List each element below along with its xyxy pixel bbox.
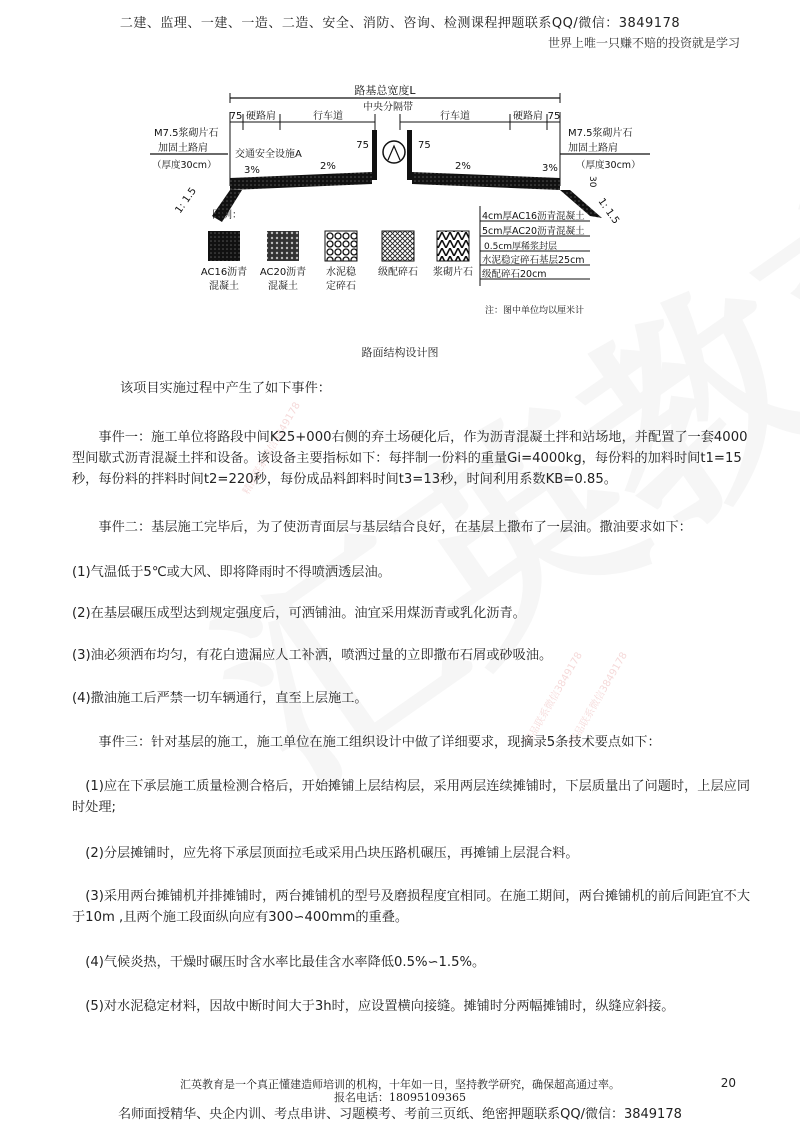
- safety-facility-label: 交通安全设施A: [235, 149, 302, 160]
- legend-label-1b: 混凝土: [209, 281, 239, 292]
- median-curb-left: [372, 130, 377, 180]
- slope-2pct-left: 2%: [320, 161, 336, 172]
- footer-contact: 名师面授精华、央企内训、考点串讲、习题模考、考前三页纸、绝密押题联系QQ/微信：3849178: [118, 1107, 682, 1122]
- legend-label-3b: 定碎石: [326, 281, 356, 292]
- carriageway-left: 行车道: [313, 111, 343, 122]
- legend-label-4: 级配碎石: [378, 267, 418, 278]
- legend-label-2b: 混凝土: [268, 281, 298, 292]
- dim-30-label: 30: [587, 176, 597, 188]
- event-3-item-4: (4)气候炎热，干燥时碾压时含水率比最佳含水率降低0.5%∽1.5%。: [85, 955, 486, 970]
- header-slogan: 世界上唯一只赚不赔的投资就是学习: [547, 36, 740, 50]
- right-shoulder-label-2: 加固土路肩: [568, 143, 618, 154]
- event-3-item-3: (3)采用两台摊铺机并排摊铺时，两台摊铺机的型号及磨损程度宜相同。在施工期间，两台摊铺机的前后间距宜不大于10m ,且两个施工段面纵向应有300∽400mm的重叠。: [72, 889, 751, 925]
- median-75-left: 75: [356, 140, 369, 151]
- event-3-paragraph: 事件三：针对基层的施工，施工单位在施工组织设计中做了详细要求，现摘录5条技术要点如下：: [98, 735, 661, 750]
- carriageway-right: 行车道: [440, 111, 470, 122]
- legend-swatch-ac16: [208, 231, 240, 261]
- legend-label-1a: AC16沥青: [200, 267, 248, 278]
- event-2-item-4: (4)撒油施工后严禁一切车辆通行，直至上层施工。: [72, 691, 368, 706]
- layer-5: 级配碎石20cm: [482, 269, 547, 280]
- layer-2: 5cm厚AC20沥青混凝土: [482, 226, 585, 237]
- layer-4: 水泥稳定碎石基层25cm: [482, 255, 585, 266]
- watermark-text: 精品联系微信3849178: [523, 650, 585, 747]
- slope-3pct-right: 3%: [542, 163, 558, 174]
- legend-label-3a: 水泥稳: [326, 267, 356, 278]
- layer-3: 0.5cm厚稀浆封层: [484, 242, 558, 252]
- legend-swatch-ac20: [267, 231, 299, 261]
- hard-shoulder-right: 硬路肩: [513, 111, 543, 122]
- dim-75-left: 75: [229, 111, 243, 122]
- slope-ratio-right: 1: 1.5: [595, 196, 622, 227]
- watermark-text: 精品联系微信3849178: [241, 400, 303, 497]
- median-plant-icon: [388, 146, 400, 160]
- road-cross-section-figure: [150, 56, 650, 356]
- legend-title: 图例：: [212, 210, 242, 221]
- watermark-text: 精品联系微信3849178: [568, 650, 630, 747]
- legend-label-5: 浆砌片石: [433, 267, 473, 278]
- event-3-item-1: (1)应在下承层施工质量检测合格后，开始摊铺上层结构层，采用两层连续摊铺时，下层质量出了问题时，上层应同时处理;: [72, 779, 751, 815]
- event-1-paragraph: 事件一：施工单位将路段中间K25+000右侧的弃土场硬化后，作为沥青混凝土拌和站场地，并配置了一套4000型间歇式沥青混凝土拌和设备。该设备主要指标如下：每拌制一份料的重量Gi=4000kg，每份料的加料时间t1=15秒，每份料的拌料时间t2=220秒，每份成品料卸料时间t3=13秒，时间利用系数KB=0.85。: [72, 430, 748, 487]
- dim-75-right: 75: [547, 111, 561, 122]
- intro-paragraph: 该项目实施过程中产生了如下事件：: [120, 381, 331, 396]
- right-shoulder-label-1: M7.5浆砌片石: [568, 128, 633, 139]
- event-2-item-2: (2)在基层碾压成型达到规定强度后，可洒铺油。油宜采用煤沥青或乳化沥青。: [72, 606, 526, 621]
- median-label: 中央分隔带: [363, 102, 413, 113]
- left-shoulder-label-2: 加固土路肩: [158, 143, 208, 154]
- page-header: 二建、监理、一建、一造、二造、安全、消防、咨询、检测课程押题联系QQ/微信：3849178: [119, 16, 681, 31]
- event-2-item-1: (1)气温低于5℃或大风、即将降雨时不得喷洒透层油。: [72, 565, 391, 580]
- event-3-item-5: (5)对水泥稳定材料，因故中断时间大于3h时，应设置横向接缝。摊铺时分两幅摊铺时，纵缝应斜接。: [85, 999, 675, 1014]
- page-number: 20: [720, 1076, 736, 1090]
- footer-phone: 报名电话：18095109365: [334, 1091, 466, 1104]
- figure-caption: 路面结构设计图: [361, 346, 439, 359]
- left-thickness-label: （厚度30cm）: [152, 160, 217, 171]
- right-pavement-layers: [412, 172, 560, 190]
- slope-2pct-right: 2%: [455, 161, 471, 172]
- legend-swatch-graded-stone: [382, 231, 414, 261]
- slope-ratio-left: 1: 1.5: [173, 185, 199, 216]
- event-3-item-2: (2)分层摊铺时，应先将下承层顶面拉毛或采用凸块压路机碾压，再摊铺上层混合料。: [85, 846, 579, 861]
- legend-swatch-cement-stone: [325, 231, 357, 261]
- left-shoulder-label-1: M7.5浆砌片石: [154, 128, 219, 139]
- unit-note: 注：图中单位均以厘米计: [485, 306, 585, 316]
- layer-1: 4cm厚AC16沥青混凝土: [482, 211, 585, 222]
- median-planting-symbol: [383, 141, 405, 163]
- event-2-paragraph: 事件二：基层施工完毕后，为了使沥青面层与基层结合良好，在基层上撒布了一层油。撒油要求如下：: [98, 520, 692, 535]
- event-2-item-3: (3)油必须洒布均匀，有花白遗漏应人工补洒，喷洒过量的立即撒布石屑或砂吸油。: [72, 648, 553, 663]
- median-curb-right: [407, 130, 412, 180]
- total-width-label: 路基总宽度L: [354, 84, 416, 97]
- right-thickness-label: （厚度30cm）: [576, 160, 641, 171]
- slope-3pct-left: 3%: [244, 165, 260, 176]
- hard-shoulder-left: 硬路肩: [246, 111, 276, 122]
- median-75-right: 75: [418, 140, 431, 151]
- legend-label-2a: AC20沥青: [259, 267, 307, 278]
- legend-swatch-masonry: [437, 231, 469, 261]
- footer-tagline: 汇英教育是一个真正懂建造师培训的机构，十年如一日，坚持教学研究，确保超高通过率。: [180, 1078, 620, 1091]
